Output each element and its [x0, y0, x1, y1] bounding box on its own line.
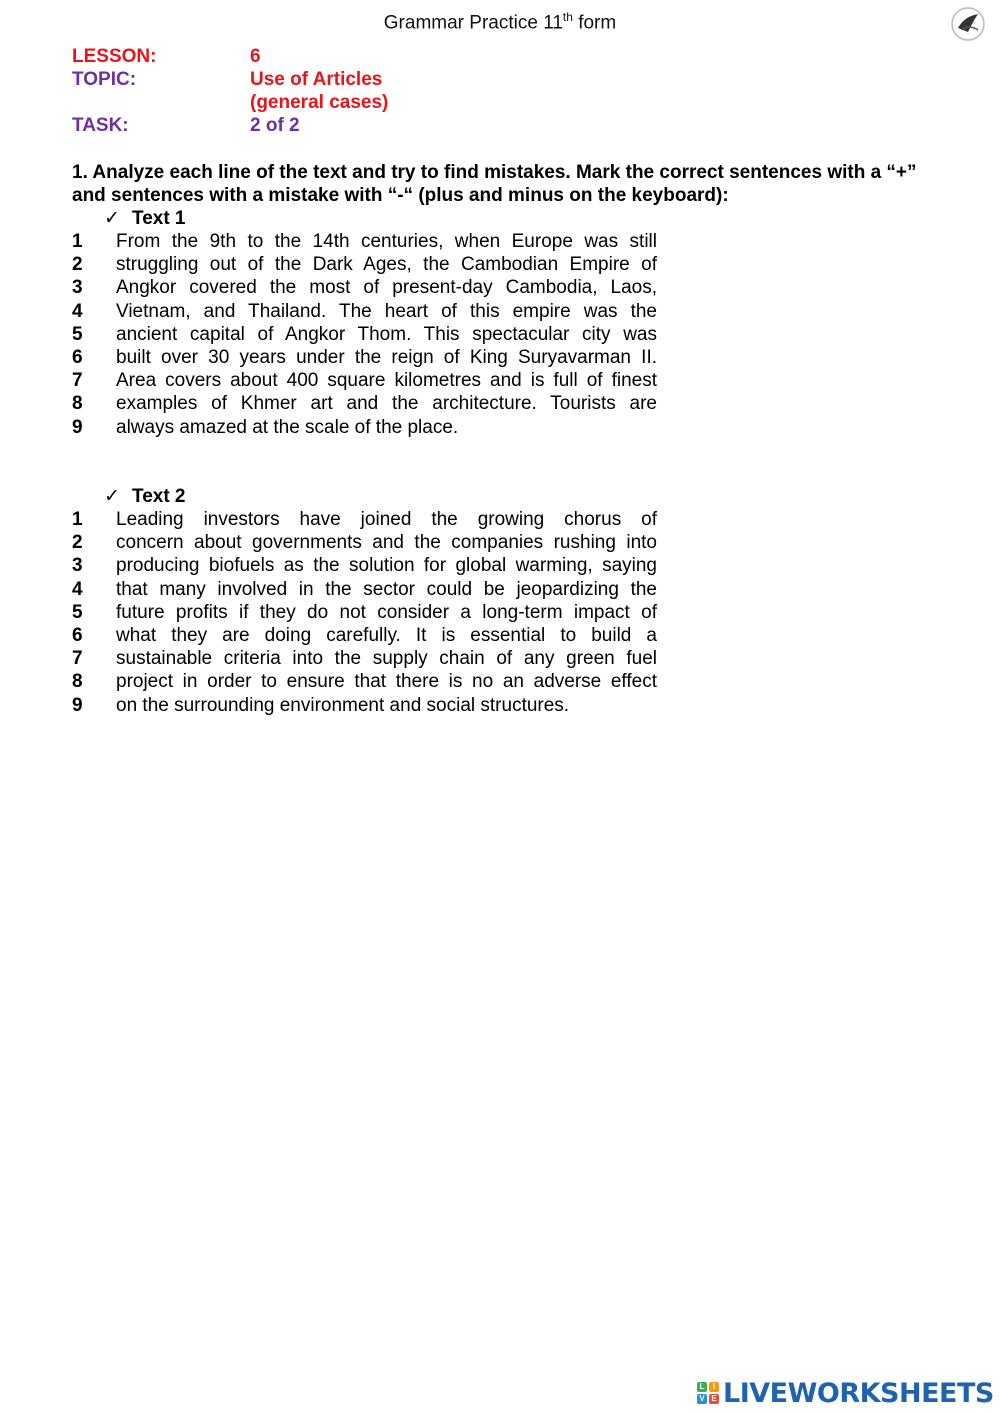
- title-superscript: th: [562, 10, 573, 24]
- line-text: From the 9th to the 14th centuries, when Europe was still: [116, 231, 657, 252]
- page-title: [0, 10, 1000, 34]
- logo-block: I: [709, 1382, 719, 1392]
- line-number: 8: [72, 393, 83, 415]
- line-number: 4: [72, 578, 83, 600]
- line-number: 6: [72, 346, 83, 368]
- text-2-line: [72, 694, 672, 717]
- text-2-line: [72, 531, 672, 554]
- line-number: 5: [72, 601, 83, 623]
- text-1-line: [72, 392, 672, 415]
- checkmark-icon: ✓: [104, 208, 120, 229]
- line-text: built over 30 years under the reign of King Suryavarman II.: [116, 346, 657, 368]
- text-2-lines: [72, 508, 672, 717]
- logo-block: E: [709, 1394, 719, 1404]
- line-number: 8: [72, 671, 83, 693]
- line-number: 1: [72, 509, 83, 530]
- text-1-heading: [104, 207, 186, 230]
- line-number: 9: [72, 416, 83, 438]
- line-text: project in order to ensure that there is no an adverse effect: [116, 671, 657, 693]
- title-prefix: Grammar Practice 11: [383, 12, 563, 34]
- line-text: what they are doing carefully. It is essential to build a: [116, 624, 657, 646]
- line-number: 6: [72, 624, 83, 646]
- line-text: ancient capital of Angkor Thom. This spectacular city was: [116, 323, 657, 345]
- text-1-line: [72, 323, 672, 346]
- line-number: 3: [72, 555, 83, 577]
- line-text: concern about governments and the companies rushing into: [116, 532, 657, 554]
- task-value: 2 of 2: [250, 115, 300, 136]
- line-text: on the surrounding environment and social structures.: [116, 694, 570, 716]
- topic-value-continued: (general cases): [250, 92, 389, 113]
- line-number: 5: [72, 323, 83, 345]
- topic-label: TOPIC:: [72, 69, 137, 90]
- line-number: 4: [72, 300, 83, 322]
- text-1-lines: [72, 230, 672, 439]
- text-1-line: [72, 346, 672, 369]
- line-number: 7: [72, 648, 83, 670]
- text-1-line: [72, 369, 672, 392]
- line-text: future profits if they do not consider a long-term impact of: [116, 601, 657, 623]
- text-1-line: [72, 416, 672, 439]
- line-number: 7: [72, 370, 83, 392]
- line-text: Leading investors have joined the growing chorus of: [116, 509, 657, 530]
- text-2-line: [72, 508, 672, 531]
- bird-logo-icon: [948, 4, 988, 44]
- title-suffix: form: [572, 12, 617, 34]
- text-2-heading: [104, 485, 186, 508]
- line-number: 2: [72, 532, 83, 554]
- liveworksheets-logo: [697, 1376, 994, 1410]
- text-2-line: [72, 624, 672, 647]
- text-2-line: [72, 670, 672, 693]
- line-text: that many involved in the sector could be jeopardizing the: [116, 578, 657, 600]
- checkmark-icon: ✓: [104, 486, 120, 507]
- line-number: 2: [72, 254, 83, 276]
- instruction-text: 1. Analyze each line of the text and try to find mistakes. Mark the correct sentences with a “+” and sentences with a mistake with “-“ (plus and minus on the keyboard):: [72, 162, 917, 206]
- line-text: always amazed at the scale of the place.: [116, 416, 459, 438]
- line-number: 3: [72, 277, 83, 299]
- task-label: TASK:: [72, 115, 129, 136]
- text-2-title: Text 2: [132, 486, 186, 507]
- lesson-value: 6: [250, 46, 261, 67]
- text-1-line: [72, 230, 672, 253]
- line-text: Vietnam, and Thailand. The heart of this empire was the: [116, 300, 657, 322]
- text-2-line: [72, 554, 672, 577]
- logo-block: L: [697, 1382, 707, 1392]
- lesson-label: LESSON:: [72, 46, 157, 67]
- text-1-title: Text 1: [132, 208, 186, 229]
- line-text: Angkor covered the most of present-day Cambodia, Laos,: [116, 277, 657, 299]
- line-text: struggling out of the Dark Ages, the Cambodian Empire of: [116, 254, 657, 276]
- line-text: producing biofuels as the solution for global warming, saying: [116, 555, 657, 577]
- text-2-line: [72, 647, 672, 670]
- line-text: Area covers about 400 square kilometres and is full of finest: [116, 370, 657, 392]
- text-1-line: [72, 276, 672, 299]
- topic-value: Use of Articles: [250, 69, 383, 90]
- text-1-line: [72, 253, 672, 276]
- logo-block: V: [697, 1394, 707, 1404]
- line-text: examples of Khmer art and the architecture. Tourists are: [116, 393, 657, 415]
- text-2-line: [72, 601, 672, 624]
- text-2-line: [72, 578, 672, 601]
- logo-blocks-icon: [697, 1382, 719, 1404]
- line-text: sustainable criteria into the supply chain of any green fuel: [116, 648, 657, 670]
- line-number: 9: [72, 694, 83, 716]
- text-1-line: [72, 300, 672, 323]
- line-number: 1: [72, 231, 83, 252]
- brand-name: LIVEWORKSHEETS: [723, 1377, 994, 1409]
